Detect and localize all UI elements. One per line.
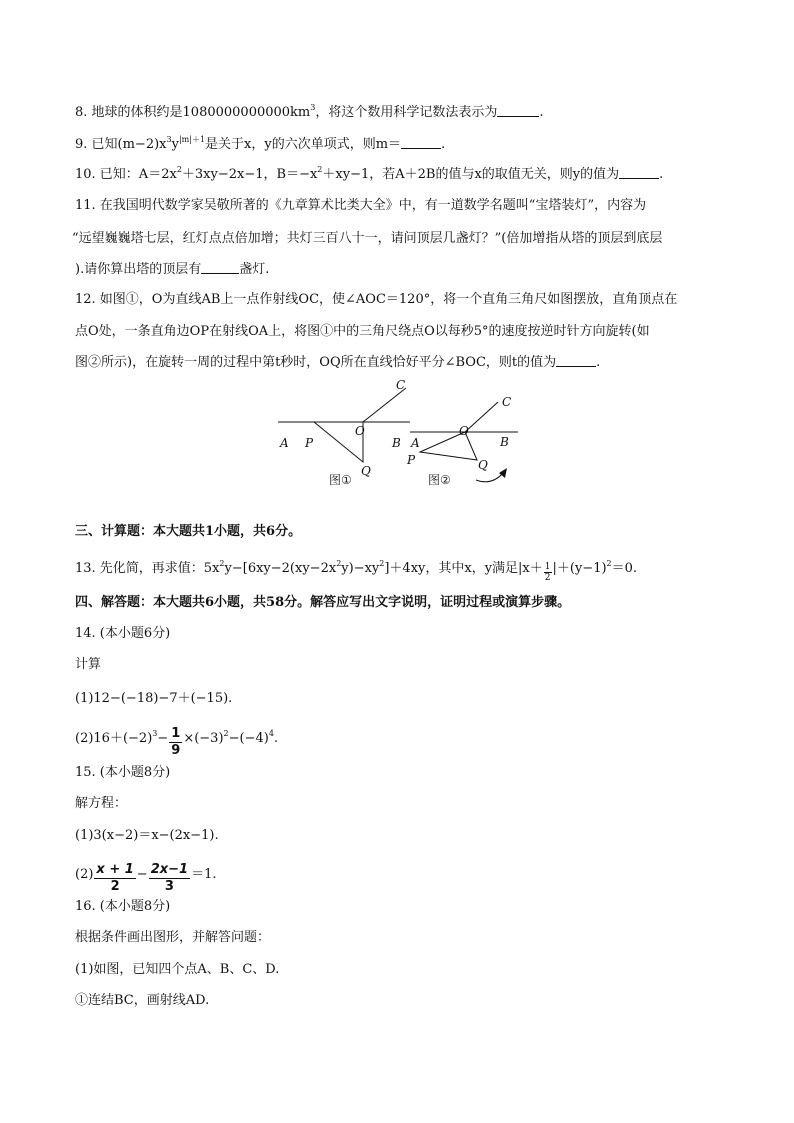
label-p-2: P [407, 453, 416, 467]
question-16-title: 16. (本小题8分) [75, 899, 171, 914]
question-11-line-2: “远望巍巍塔七层，红灯点点倍加增；共灯三百八十一，请问顶层几盏灯？”(倍加增指从塔的顶层到底层 [72, 231, 663, 246]
rotation-figure [270, 372, 530, 502]
question-12-line-3: 图②所示)，在旋转一周的过程中第t秒时，OQ所在直线恰好平分∠BOC，则t的值为 . [75, 355, 601, 370]
figure-2 [406, 395, 518, 487]
ray-oc-2 [465, 402, 498, 432]
caption-fig2: 图② [428, 473, 451, 487]
question-16-part-1: (1)如图，已知四个点A、B、C、D. [75, 962, 280, 977]
question-16-intro: 根据条件画出图形，并解答问题： [75, 930, 271, 945]
question-13: 13. 先化简，再求值：$5x^2y-[6xy-2(xy-2x^2y)-xy^2]+4xy$，其中x，y满足|x＋ $\frac{1}{2}$ $|+(y-1)^2=0$. [75, 559, 638, 583]
answer-blank [497, 104, 539, 117]
question-12-line-1: 12. 如图①，O为直线AB上一点作射线OC，使∠AOC＝120°，将一个直角三角尺如图摆放，直角顶点在 [75, 292, 678, 307]
caption-fig1: 图① [329, 473, 352, 487]
fraction-one-half: $\frac{1}{2}$ [544, 562, 551, 583]
label-q: Q [361, 464, 371, 478]
section-3-heading: 三、计算题：本大题共1小题，共6分。 [75, 524, 302, 539]
answer-blank [619, 166, 659, 179]
question-14-title: 14. (本小题6分) [75, 626, 171, 641]
label-q-2: Q [478, 458, 488, 472]
label-b: B [392, 436, 401, 450]
label-a-2: A [411, 436, 420, 450]
label-o: O [355, 424, 365, 438]
answer-blank [556, 354, 596, 367]
question-15-intro: 解方程： [75, 796, 128, 811]
question-11-line-3: ).请你算出塔的顶层有 盏灯. [75, 262, 270, 277]
question-15-title: 15. (本小题8分) [75, 765, 171, 780]
figure-svg [270, 372, 530, 502]
fraction-2x-minus-1-over-3: $\frac{2x-1}{3}$ [150, 862, 189, 894]
answer-blank [401, 136, 441, 149]
question-15-part-1: (1)3(x−2)＝x−(2x−1). [75, 828, 219, 843]
label-c-2: C [502, 395, 512, 409]
figure-1 [278, 378, 410, 487]
label-b-2: B [500, 435, 509, 449]
question-14-part-2: $(2)16+(-2)^3-$ $\frac{1}{9}$ $\times(-3)^2-(-4)^4$. [75, 726, 279, 758]
question-12-line-2: 点O处，一条直角边OP在射线OA上，将图①中的三角尺绕点O以每秒5°的速度按逆时针方向旋转(如 [75, 324, 650, 339]
label-p: P [305, 436, 314, 450]
question-14-part-1: (1)12−(−18)−7＋(−15). [75, 691, 233, 706]
label-a: A [280, 436, 289, 450]
fraction-x-plus-1-over-2: $\frac{x + 1}{2}$ [96, 862, 134, 894]
label-c: C [396, 378, 406, 392]
answer-blank [201, 261, 239, 274]
fraction-one-ninth: $\frac{1}{9}$ [171, 726, 181, 758]
section-4-heading: 四、解答题：本大题共6小题，共58分。解答应写出文字说明，证明过程或演算步骤。 [75, 595, 571, 610]
question-16-part-2: ①连结BC，画射线AD. [75, 993, 210, 1008]
label-o-2: O [459, 424, 469, 438]
question-11-line-1: 11. 在我国明代数学家吴敬所著的《九章算术比类大全》中，有一道数学名题叫“宝塔装灯”，内容为 [75, 198, 647, 213]
ray-oc [363, 388, 406, 422]
question-8: 8. 地球的体积约是$1080000000000km^3$，将这个数用科学记数法表示为 . [75, 103, 544, 120]
question-14-intro: 计算 [75, 657, 102, 672]
question-15-part-2: (2) $\frac{x + 1}{2}$ − $\frac{2x-1}{3}$ ＝1. [75, 862, 217, 894]
question-9: 9. 已知$(m-2)x^3y^{|m|+1}$是关于x，y的六次单项式，则m＝ . [75, 135, 446, 152]
question-10: 10. 已知：$A=2x^2+3xy-2x-1$，$B=-x^2+xy-1$，若A＋2B的值与x的取值无关，则y的值为 . [75, 165, 664, 182]
